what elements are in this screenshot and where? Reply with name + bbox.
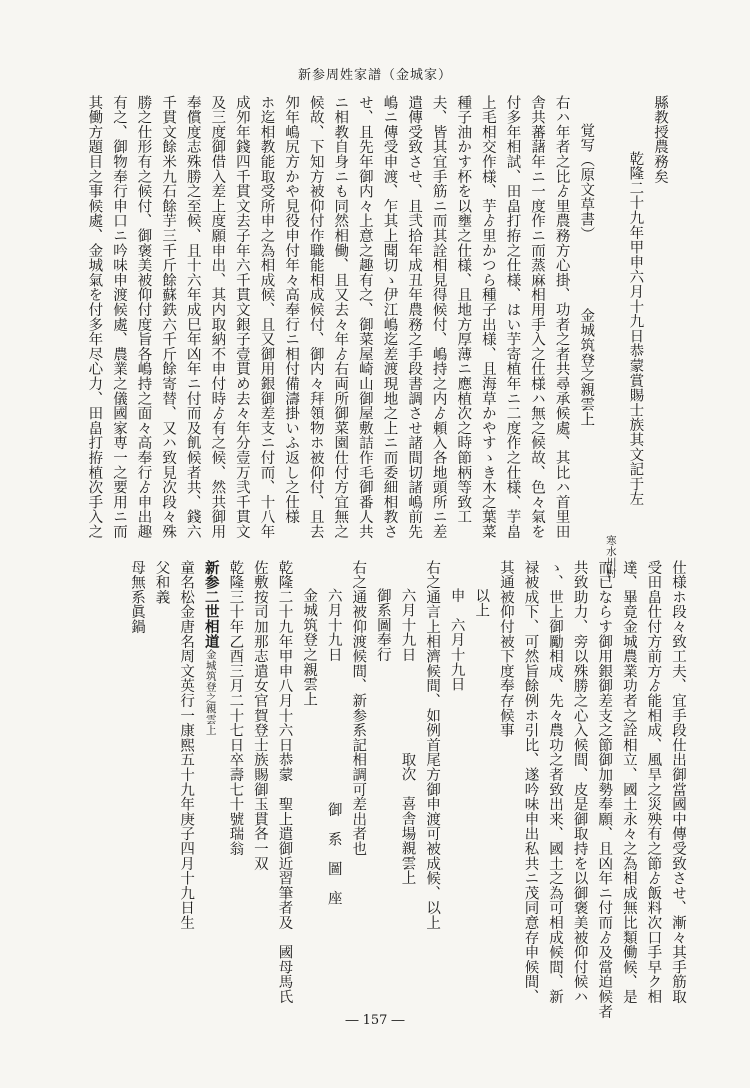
upper-text-block — [62, 95, 672, 579]
text-line: 候故、下知方被仰付作職能相成候付、御内々拜領物ホ被仰付、且去 — [307, 95, 324, 539]
text-line: 受田畠仕付方前方ゟ能相成、風旱之災殃有之節ゟ飯料次口手早ク相 — [645, 560, 662, 1004]
text-line: 種子油かす杯を以壅之仕様、且地方厚薄ニ應植次之時節柄等致工 — [455, 95, 472, 525]
text-line: 勝之仕形有之候付、御褒美被仰付度旨各嶋持之面々高奉行ゟ申出趣 — [135, 95, 152, 539]
text-line: 而已ならす御用銀御差支之節御加勢奉願、且凶年ニ付而ゟ及當迫候者 — [596, 560, 613, 1019]
text-line: 成夘年錢四千貫文去子年六千貫文銀子壹貫め去々年分壹万弐千貫文 — [233, 95, 250, 539]
section-heading — [198, 560, 223, 990]
text-line: 禄被成下、可然旨餘例ホ引比、遂吟味申出私共ニ茂同意存申候間、 — [522, 560, 539, 1004]
text-line: 千貫文餘米九石餘芋三千斤餘蘇鉄六千斤餘寄替、又ハ致見次段々殊 — [160, 95, 177, 539]
text-line: ゝ、世上御勵相成、先々農功之者致出来、國土之為可相成候間、新 — [547, 560, 564, 1004]
text-line: 付多年相試、田畠打拵之仕様、はい芋寄植年ニ二度作之仕様、芋畠 — [504, 95, 521, 539]
text-line: 右之通言上相濟候間、如例首尾方御申渡可被成候、以上 — [424, 560, 441, 930]
text-line: 其働方題目之事候處、金城氣を付多年尽心力、田畠打拵植次手入之 — [86, 95, 103, 539]
text-line: 其通被仰付被下度奉存候事 — [497, 560, 514, 738]
text-line: 共致助力、旁以殊勝之心入候間、皮是御取持を以御褒美被仰付候ハ — [571, 560, 588, 1004]
text-line: せ、且先年御内々上意之趣有之、御菜屋崎山御屋敷詰作毛御番人共 — [356, 95, 373, 539]
text-line: 舎共蕃藷年ニ一度作ニ而蒸麻相用手入之仕様ハ無之候故、色々氣を — [529, 95, 546, 539]
text-line: 遣傳受致させ、且弐拾年成丑年農務之手段書調させ諸間切諸嶋前先 — [406, 95, 423, 539]
seal-signature: 取次 喜舎場親雲上 — [399, 752, 416, 886]
text-line: 上毛相交作様、芋ゟ里かつら種子出様、且海草かやすゝき木之葉菜 — [479, 95, 496, 539]
text-line: 達、畢竟金城農業功者之詮相立、國土永々之為相成無比類働候、是 — [620, 560, 637, 1004]
date-text: 六月十九日 — [325, 588, 342, 662]
text-line: 及三度御借入差上度願申出、其内取納不申付時ゟ有之候、然共御用 — [209, 95, 226, 539]
generation-title: 新参二世相道 — [202, 560, 220, 649]
text-line: 夘年嶋尻方かや見役申付年々高奉行ニ相付備濤掛いふ返し之仕様 — [283, 95, 300, 525]
text-line: 有之、御物奉行申口ニ吟味申渡候處、農業之儀國家専一之要用ニ而 — [110, 95, 127, 539]
text-line: 御系圖奉行 — [374, 588, 391, 662]
date-line — [395, 560, 420, 990]
page-number: ― 157 ― — [345, 1013, 405, 1028]
text-line: 母無系眞鍋 — [128, 560, 145, 634]
text-line: 以上 — [473, 588, 490, 618]
text-line: 佐敷按司加那志遣女官賀登士族賜御玉貫各一双 — [251, 560, 268, 871]
text-line: 仕様ホ段々致工夫、宜手段仕出御當國中傳受致させ、漸々其手筋取 — [670, 560, 686, 1004]
text-line: 夫、皆其宜手筋ニ而其詮相見得候付、嶋持之内ゟ頼入各地頭所ニ差 — [430, 95, 447, 539]
text-line: 右ハ年者之比ゟ里農務方心掛、功者之者共尋承候處、其比ハ首里田 — [553, 95, 570, 539]
text-line: 童名松金唐名周文英行一康熙五十九年庚子四月十九日生 — [178, 560, 195, 930]
text-line: 乾隆二十九年甲申八月十六日恭蒙 聖上遣御近習筆者及 國母馬氏 — [276, 560, 293, 1004]
text-line: 右之通被仰渡候間、新参系記相調可差出者也 — [350, 560, 367, 856]
text-line: 縣教授農務矣 — [652, 95, 668, 184]
date-text: 六月十九日 — [399, 588, 416, 662]
text-line: 嶋ニ傳受申渡、乍其上聞切ゝ伊江嶋迄差渡現地之上ニ而委細相教さ — [381, 95, 398, 539]
text-line: 父和義 — [153, 560, 170, 605]
text-line: ホ迄相教能取受所申之為相成候、且又御用銀御差支ニ付而、十八年 — [258, 95, 275, 539]
date-line: 申 六月十九日 — [448, 588, 465, 692]
text-line: 奉償度志殊勝之至候、且十六年成巳年凶年ニ付而及飢候者共、錢六 — [184, 95, 201, 539]
text-line: 乾隆二十九年甲申六月十九日恭蒙賞賜士族其文記于左 — [627, 151, 644, 507]
village-note: 寒水川村 — [604, 535, 617, 579]
text-line: 覚写（原文草書） 金城筑登之親雲上 — [578, 123, 595, 427]
text-line: 乾隆三十年乙酉三月二十七日卒壽七十號瑞翁 — [227, 560, 244, 856]
text-line: ニ相教自身ニも同然相働、且又去々年ゟ右両所御菜園仕付方宜無之 — [332, 95, 349, 539]
text-line: 金城筑登之親雲上 — [301, 588, 318, 707]
office-signature: 御 系 圖 座 — [325, 802, 342, 906]
generation-note: 金城筑登之親雲上 — [204, 648, 217, 736]
lower-text-block — [62, 560, 690, 1019]
page-header: 新参周姓家譜（金城家） — [297, 68, 452, 83]
date-line — [321, 560, 346, 990]
